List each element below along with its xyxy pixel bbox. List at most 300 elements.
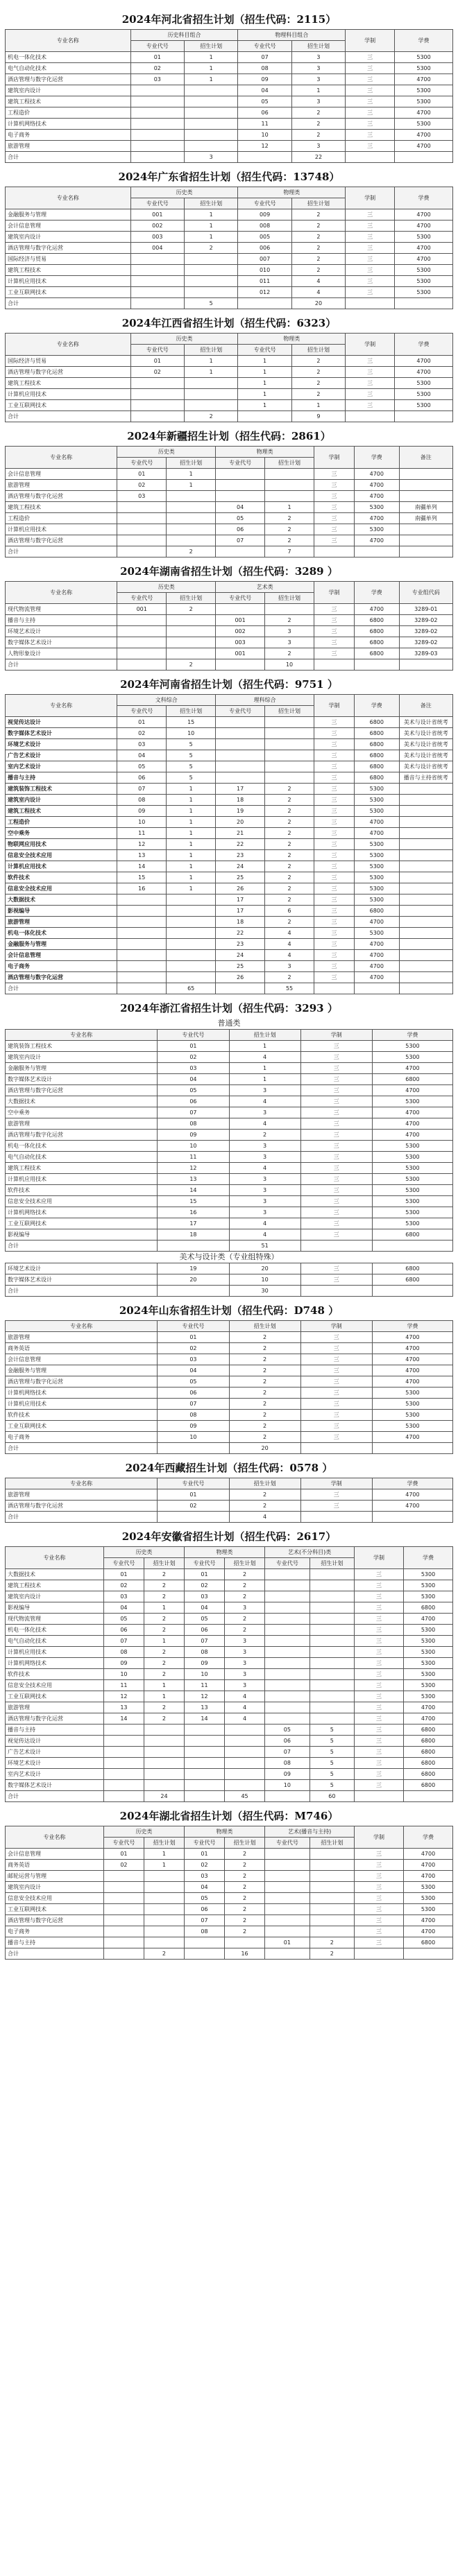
table-cell: 3289-01 — [399, 604, 452, 615]
table-cell — [117, 502, 167, 513]
table-cell: 03 — [117, 491, 167, 502]
table-cell: 三 — [300, 1501, 372, 1512]
table-cell: 011 — [238, 276, 291, 287]
table-cell: 08 — [184, 1926, 224, 1937]
table-cell: 03 — [117, 739, 167, 750]
table-cell: 三 — [355, 1882, 404, 1893]
table-cell: 60 — [309, 1791, 355, 1802]
table-cell: 02 — [130, 367, 184, 378]
table-cell: 三 — [346, 389, 395, 400]
header-group-c: 艺术(播音与主持) — [265, 1826, 355, 1838]
table-cell — [117, 535, 167, 546]
major-name-cell: 工业互联网技术 — [6, 1691, 104, 1702]
table-cell: 三 — [346, 74, 395, 85]
table-row — [6, 1489, 453, 1501]
table-row — [6, 961, 453, 972]
table-cell: 三 — [314, 626, 355, 637]
table-row — [6, 1893, 453, 1904]
table-cell: 2 — [265, 850, 314, 861]
table-cell: 5 — [309, 1780, 355, 1791]
table-cell: 5300 — [395, 389, 453, 400]
table-row — [6, 1263, 453, 1274]
table-cell: 09 — [238, 74, 291, 85]
table-cell: 三 — [355, 1937, 404, 1948]
subheader-code: 专业代号 — [238, 41, 291, 52]
major-name-cell: 建筑室内设计 — [6, 1052, 158, 1063]
header-major: 专业名称 — [6, 582, 117, 604]
table-cell — [265, 739, 314, 750]
table-cell — [265, 1860, 310, 1871]
table-cell: 4700 — [404, 1614, 453, 1625]
table-cell — [265, 1614, 310, 1625]
table-cell: 4700 — [372, 1063, 452, 1074]
table-cell: 2 — [229, 1354, 300, 1365]
table-cell — [225, 1758, 265, 1769]
major-name-cell: 建筑工程技术 — [6, 96, 131, 107]
plan-table — [5, 187, 453, 309]
major-name-cell: 工业互联网技术 — [6, 400, 131, 411]
table-body — [6, 717, 453, 994]
table-cell: 05 — [117, 761, 167, 772]
table-cell: 2 — [229, 1130, 300, 1141]
table-cell — [103, 1915, 144, 1926]
subheader-code: 专业代号 — [184, 1558, 224, 1569]
table-cell: 20 — [229, 1443, 300, 1454]
header-group-b: 艺术类 — [216, 582, 314, 593]
table-cell: 三 — [314, 906, 355, 917]
table-cell: 三 — [355, 1702, 404, 1713]
table-cell — [265, 1882, 310, 1893]
table-cell — [265, 1569, 310, 1580]
table-cell: 19 — [216, 806, 265, 817]
table-cell: 12 — [238, 141, 291, 152]
table-row — [6, 356, 453, 367]
major-name-cell: 数字媒体艺术设计 — [6, 1274, 158, 1286]
header-years: 学制 — [346, 187, 395, 209]
subheader-code: 专业代号 — [103, 1838, 144, 1849]
table-row — [6, 1501, 453, 1512]
table-cell: 11 — [103, 1680, 144, 1691]
table-cell: 18 — [158, 1229, 229, 1241]
table-cell — [399, 983, 452, 994]
table-cell: 001 — [117, 604, 167, 615]
table-cell: 5300 — [372, 1096, 452, 1107]
table-row — [6, 950, 453, 961]
major-name-cell: 广告艺术设计 — [6, 1747, 104, 1758]
table-cell: 1 — [229, 1041, 300, 1052]
table-cell — [225, 1769, 265, 1780]
table-cell: 4700 — [395, 107, 453, 119]
major-name-cell: 合计 — [6, 1512, 158, 1523]
table-cell: 01 — [265, 1937, 310, 1948]
table-cell: 5300 — [372, 1410, 452, 1421]
table-cell — [103, 1937, 144, 1948]
table-cell: 4700 — [355, 817, 400, 828]
table-cell: 05 — [216, 513, 265, 524]
table-cell: 1 — [238, 400, 291, 411]
major-name-cell: 建筑装饰工程技术 — [6, 784, 117, 795]
major-name-cell: 环境艺术设计 — [6, 626, 117, 637]
table-cell: 55 — [265, 983, 314, 994]
table-cell — [225, 1724, 265, 1736]
major-name-cell: 影视编导 — [6, 1602, 104, 1614]
major-name-cell: 合计 — [6, 152, 131, 163]
plan-table — [5, 1826, 453, 1960]
table-cell: 三 — [314, 806, 355, 817]
table-cell: 25 — [216, 872, 265, 883]
table-cell: 4700 — [395, 243, 453, 254]
table-cell: 5300 — [395, 52, 453, 63]
table-cell: 三 — [355, 1680, 404, 1691]
table-cell — [216, 480, 265, 491]
header-group-a: 历史类 — [117, 447, 216, 458]
table-cell — [399, 972, 452, 983]
table-cell — [265, 469, 314, 480]
table-cell: 三 — [314, 750, 355, 761]
table-row — [6, 1152, 453, 1163]
table-cell — [265, 1625, 310, 1636]
table-cell: 1 — [167, 861, 216, 872]
table-cell: 5300 — [404, 1893, 453, 1904]
table-cell: 23 — [216, 850, 265, 861]
table-cell: 2 — [225, 1625, 265, 1636]
table-row — [6, 739, 453, 750]
table-cell: 13 — [103, 1702, 144, 1713]
table-cell: 02 — [158, 1343, 229, 1354]
table-cell: 5 — [309, 1736, 355, 1747]
table-cell: 三 — [355, 1647, 404, 1658]
table-cell — [184, 1948, 224, 1960]
table-row — [6, 1096, 453, 1107]
table-cell: 三 — [300, 1229, 372, 1241]
subheader-code: 专业代号 — [184, 1838, 224, 1849]
subheader-plan: 招生计划 — [167, 458, 216, 469]
table-cell — [309, 1849, 355, 1860]
table-row — [6, 1937, 453, 1948]
table-cell — [130, 411, 184, 422]
table-cell — [185, 85, 238, 96]
table-cell: 5300 — [395, 63, 453, 74]
table-row — [6, 604, 453, 615]
table-cell: 2 — [265, 648, 314, 659]
table-cell: 5300 — [372, 1207, 452, 1218]
table-cell: 5300 — [372, 1399, 452, 1410]
table-cell: 4 — [225, 1713, 265, 1724]
major-name-cell: 工程造价 — [6, 107, 131, 119]
table-cell: 三 — [346, 85, 395, 96]
table-cell — [167, 950, 216, 961]
table-row — [6, 243, 453, 254]
table-cell: 4700 — [355, 491, 400, 502]
table-cell: 24 — [216, 950, 265, 961]
table-cell: 2 — [265, 839, 314, 850]
table-cell — [130, 287, 184, 298]
table-cell: 012 — [238, 287, 291, 298]
table-cell: 6800 — [404, 1602, 453, 1614]
table-row — [6, 1669, 453, 1680]
table-row — [6, 1343, 453, 1354]
table-cell: 三 — [314, 491, 355, 502]
table-cell: 三 — [300, 1096, 372, 1107]
table-cell: 2 — [265, 883, 314, 894]
section-henan — [5, 675, 453, 994]
major-name-cell: 建筑室内设计 — [6, 85, 131, 96]
table-cell: 三 — [300, 1207, 372, 1218]
table-cell: 07 — [158, 1107, 229, 1118]
table-cell: 22 — [291, 152, 345, 163]
major-name-cell: 数字媒体艺术设计 — [6, 728, 117, 739]
table-row — [6, 1647, 453, 1658]
header-group-a: 文科综合 — [117, 695, 216, 706]
table-cell: 6800 — [355, 761, 400, 772]
table-cell — [185, 119, 238, 130]
table-cell: 5300 — [395, 287, 453, 298]
table-cell: 三 — [300, 1085, 372, 1096]
major-name-cell: 合计 — [6, 1286, 158, 1297]
table-cell: 1 — [167, 883, 216, 894]
table-cell — [130, 265, 184, 276]
table-cell — [238, 152, 291, 163]
table-row — [6, 480, 453, 491]
table-row — [6, 1780, 453, 1791]
table-cell: 01 — [184, 1569, 224, 1580]
major-name-cell: 室内艺术设计 — [6, 1769, 104, 1780]
major-name-cell: 播音与主持 — [6, 1724, 104, 1736]
table-cell: 三 — [346, 265, 395, 276]
table-cell: 3289-02 — [399, 637, 452, 648]
table-cell: 06 — [158, 1096, 229, 1107]
table-cell: 2 — [265, 894, 314, 906]
table-cell: 14 — [184, 1713, 224, 1724]
major-name-cell: 会计信息管理 — [6, 1354, 158, 1365]
table-row — [6, 1388, 453, 1399]
table-cell: 三 — [300, 1365, 372, 1376]
table-cell — [185, 389, 238, 400]
table-cell — [103, 1780, 144, 1791]
table-row — [6, 1736, 453, 1747]
plan-table — [5, 1320, 453, 1454]
table-cell: 5300 — [404, 1680, 453, 1691]
major-name-cell: 酒店管理与数字化运营 — [6, 1915, 104, 1926]
table-cell: 1 — [167, 784, 216, 795]
table-cell: 2 — [185, 243, 238, 254]
table-row — [6, 795, 453, 806]
header-years: 学制 — [300, 1321, 372, 1332]
table-row — [6, 367, 453, 378]
table-cell: 001 — [216, 615, 265, 626]
table-cell: 3 — [291, 96, 345, 107]
table-cell: 5300 — [355, 839, 400, 850]
major-name-cell: 商务英语 — [6, 1860, 104, 1871]
table-cell: 2 — [265, 615, 314, 626]
table-cell — [404, 1948, 453, 1960]
table-cell: 2 — [265, 535, 314, 546]
table-cell: 1 — [238, 356, 291, 367]
table-cell: 2 — [144, 1658, 184, 1669]
table-cell — [314, 546, 355, 557]
major-name-cell: 酒店管理与数字化运营 — [6, 243, 131, 254]
subheader-plan: 招生计划 — [265, 593, 314, 604]
table-cell: 51 — [229, 1241, 300, 1252]
table-cell: 三 — [314, 513, 355, 524]
major-name-cell: 机电一体化技术 — [6, 1141, 158, 1152]
header-fee: 学费 — [395, 30, 453, 52]
table-body — [6, 52, 453, 163]
table-cell: 05 — [103, 1614, 144, 1625]
table-cell: 1 — [185, 356, 238, 367]
major-name-cell: 环境艺术设计 — [6, 739, 117, 750]
subheader-code: 专业代号 — [117, 593, 167, 604]
table-cell: 5 — [309, 1769, 355, 1780]
table-cell: 1 — [167, 828, 216, 839]
major-name-cell: 工业互联网技术 — [6, 1904, 104, 1915]
major-name-cell: 机电一体化技术 — [6, 928, 117, 939]
table-cell: 2 — [144, 1569, 184, 1580]
table-cell: 11 — [158, 1152, 229, 1163]
table-cell: 3 — [265, 961, 314, 972]
table-cell: 三 — [314, 604, 355, 615]
table-cell: 5300 — [372, 1052, 452, 1063]
major-name-cell: 室内艺术设计 — [6, 761, 117, 772]
header-major: 专业名称 — [6, 1321, 158, 1332]
table-cell: 三 — [346, 356, 395, 367]
table-row — [6, 883, 453, 894]
major-name-cell: 建筑工程技术 — [6, 806, 117, 817]
table-cell: 3 — [185, 152, 238, 163]
table-cell: 18 — [216, 917, 265, 928]
table-cell — [238, 411, 291, 422]
table-cell: 2 — [225, 1860, 265, 1871]
major-name-cell: 计算机网络技术 — [6, 1207, 158, 1218]
table-cell: 三 — [300, 1074, 372, 1085]
table-cell: 三 — [300, 1196, 372, 1207]
table-cell: 4700 — [372, 1085, 452, 1096]
table-cell: 三 — [314, 502, 355, 513]
subheader-plan: 招生计划 — [265, 706, 314, 717]
major-name-cell: 计算机应用技术 — [6, 524, 117, 535]
table-cell — [399, 659, 452, 671]
section-xizang — [5, 1458, 453, 1523]
table-cell: 三 — [300, 1174, 372, 1185]
major-name-cell: 机电一体化技术 — [6, 52, 131, 63]
table-cell: 2 — [291, 209, 345, 221]
table-row — [6, 469, 453, 480]
table-cell: 三 — [355, 1591, 404, 1602]
table-cell — [167, 648, 216, 659]
table-cell — [399, 828, 452, 839]
table-cell: 三 — [314, 717, 355, 728]
table-cell: 4700 — [395, 356, 453, 367]
table-cell — [103, 1926, 144, 1937]
header-fee: 学费 — [355, 582, 400, 604]
table-cell — [130, 107, 184, 119]
table-cell: 三 — [300, 1376, 372, 1388]
table-cell — [399, 839, 452, 850]
table-row — [6, 972, 453, 983]
table-cell — [399, 535, 452, 546]
table-cell: 10 — [167, 728, 216, 739]
major-name-cell: 合计 — [6, 411, 131, 422]
major-name-cell: 工业互联网技术 — [6, 287, 131, 298]
table-cell: 2 — [291, 243, 345, 254]
header-major: 专业名称 — [6, 695, 117, 717]
table-cell — [185, 141, 238, 152]
table-cell: 三 — [346, 367, 395, 378]
table-cell: 5300 — [355, 861, 400, 872]
table-cell: 5 — [167, 750, 216, 761]
major-name-cell: 合计 — [6, 1948, 104, 1960]
table-cell: 三 — [346, 63, 395, 74]
table-cell: 2 — [265, 817, 314, 828]
table-body — [6, 469, 453, 557]
table-body — [6, 604, 453, 671]
table-cell — [355, 1791, 404, 1802]
subheader-plan: 招生计划 — [291, 198, 345, 209]
table-cell: 6800 — [355, 728, 400, 739]
table-cell: 6800 — [355, 772, 400, 784]
table-row — [6, 1163, 453, 1174]
subheader-plan: 招生计划 — [185, 345, 238, 356]
header-group-b: 物理类 — [184, 1826, 264, 1838]
header-years: 学制 — [346, 30, 395, 52]
major-name-cell: 电子商务 — [6, 1926, 104, 1937]
table-row — [6, 1680, 453, 1691]
subheader-code: 专业代号 — [117, 458, 167, 469]
table-row — [6, 254, 453, 265]
table-cell: 2 — [265, 861, 314, 872]
header-fee: 学费 — [395, 334, 453, 356]
table-cell — [216, 739, 265, 750]
section-subtitle-2: 美术与设计类（专业组特殊） — [179, 1252, 279, 1261]
table-cell: 3 — [229, 1196, 300, 1207]
table-cell: 02 — [130, 63, 184, 74]
table-cell: 播音与主持省统考 — [399, 772, 452, 784]
table-cell: 1 — [185, 367, 238, 378]
subheader-code: 专业代号 — [130, 198, 184, 209]
table-cell: 5300 — [372, 1185, 452, 1196]
major-name-cell: 会计信息管理 — [6, 469, 117, 480]
table-cell: 2 — [144, 1614, 184, 1625]
subheader-plan: 招生计划 — [309, 1838, 355, 1849]
table-cell: 5300 — [395, 85, 453, 96]
table-row — [6, 1636, 453, 1647]
major-name-cell: 数字媒体艺术设计 — [6, 1780, 104, 1791]
table-cell: 6800 — [372, 1263, 452, 1274]
table-cell — [309, 1871, 355, 1882]
header-group-b: 物理科目组合 — [238, 30, 346, 41]
table-cell — [265, 772, 314, 784]
table-cell: 5300 — [404, 1691, 453, 1702]
table-cell: 4700 — [355, 950, 400, 961]
table-cell: 三 — [314, 917, 355, 928]
table-row — [6, 1207, 453, 1218]
table-cell: 三 — [314, 828, 355, 839]
table-row — [6, 276, 453, 287]
table-cell: 三 — [314, 972, 355, 983]
table-cell — [103, 1758, 144, 1769]
table-cell — [117, 524, 167, 535]
subheader-code: 专业代号 — [117, 706, 167, 717]
table-cell — [103, 1882, 144, 1893]
table-row — [6, 1332, 453, 1343]
table-cell: 三 — [346, 107, 395, 119]
plan-table — [5, 1478, 453, 1523]
table-cell: 2 — [229, 1421, 300, 1432]
table-cell: 5300 — [395, 276, 453, 287]
table-cell: 三 — [300, 1489, 372, 1501]
table-cell: 24 — [216, 861, 265, 872]
header-years: 学制 — [300, 1030, 372, 1041]
